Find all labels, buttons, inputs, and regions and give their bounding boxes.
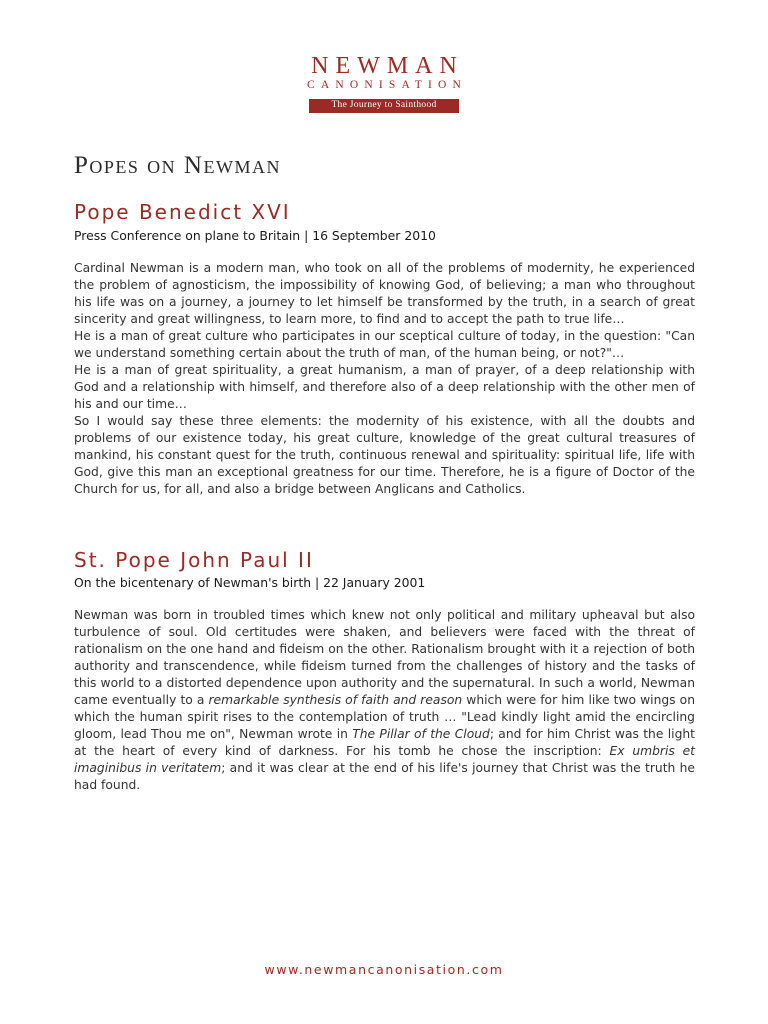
italic-run: Ex umbris et imaginibus in veritatem xyxy=(74,744,695,775)
text-run: ; and it was clear at the end of his life's journey that Christ was the truth he had found. xyxy=(74,761,696,792)
paragraph: He is a man of great culture who participates in our sceptical culture of today, in the question: "Can we understand something certain about the truth of man, of the human being, or not?"… xyxy=(74,329,695,360)
text-run: which were for him like two wings on which the human spirit rises to the contemplation of truth … "Lead kindly light amid the encircling gloom, lead Thou me on", Newman wrote in xyxy=(74,693,695,741)
section-body-john-paul xyxy=(74,607,695,794)
italic-run: remarkable synthesis of faith and reason xyxy=(208,693,463,707)
section-subtitle-john-paul: On the bicentenary of Newman's birth | 22 January 2001 xyxy=(74,575,426,590)
footer-url: www.newmancanonisation.com xyxy=(264,962,504,977)
section-title-john-paul: St. Pope John Paul II xyxy=(74,548,314,572)
text-run: Newman was born in troubled times which knew not only political and military upheaval but also turbulence of soul. Old certitudes were shaken, and believers were faced with the threat of rationalism on the one hand and fideism on the other. Rationalism brought with it a rejection of both authority and transcendence, while fideism turned from the challenges of history and the tasks of this world to a distorted dependence upon authority and the supernatural. In such a world, Newman came eventually to a xyxy=(74,608,695,707)
text-run: ; and for him Christ was the light at the heart of every kind of darkness. For his tomb he chose the inscription: xyxy=(74,727,695,758)
section-subtitle-benedict: Press Conference on plane to Britain | 16 September 2010 xyxy=(74,228,436,243)
paragraph xyxy=(74,607,695,794)
section-title-benedict: Pope Benedict XVI xyxy=(74,200,291,224)
section-body-benedict xyxy=(74,260,695,498)
paragraph: He is a man of great spirituality, a great humanism, a man of prayer, of a deep relationship with God and a relationship with himself, and therefore also of a deep relationship with the other men of his and our time… xyxy=(74,363,695,411)
logo-sub-text: CANONISATION xyxy=(306,79,467,91)
logo-main-text: NEWMAN xyxy=(311,53,464,79)
page-title: Popes on Newman xyxy=(74,152,281,179)
paragraph: Cardinal Newman is a modern man, who took on all of the problems of modernity, he experienced the problem of agnosticism, the impossibility of knowing God, of believing; a man who throughout his life was on a journey, a journey to let himself be transformed by the truth, in a search of great sincerity and great willingness, to learn more, to find and to accept the path to true life… xyxy=(74,261,695,326)
italic-run: The Pillar of the Cloud xyxy=(352,727,490,741)
logo-tagline-band: The Journey to Sainthood xyxy=(309,99,459,113)
paragraph: So I would say these three elements: the modernity of his existence, with all the doubts and problems of our existence today, his great culture, knowledge of the great cultural treasures of mankind, his constant quest for the truth, continuous renewal and spirituality: spiritual life, life with God, give this man an exceptional greatness for our time. Therefore, he is a figure of Doctor of the Church for us, for all, and also a bridge between Anglicans and Catholics. xyxy=(74,414,695,496)
logo xyxy=(0,54,768,113)
